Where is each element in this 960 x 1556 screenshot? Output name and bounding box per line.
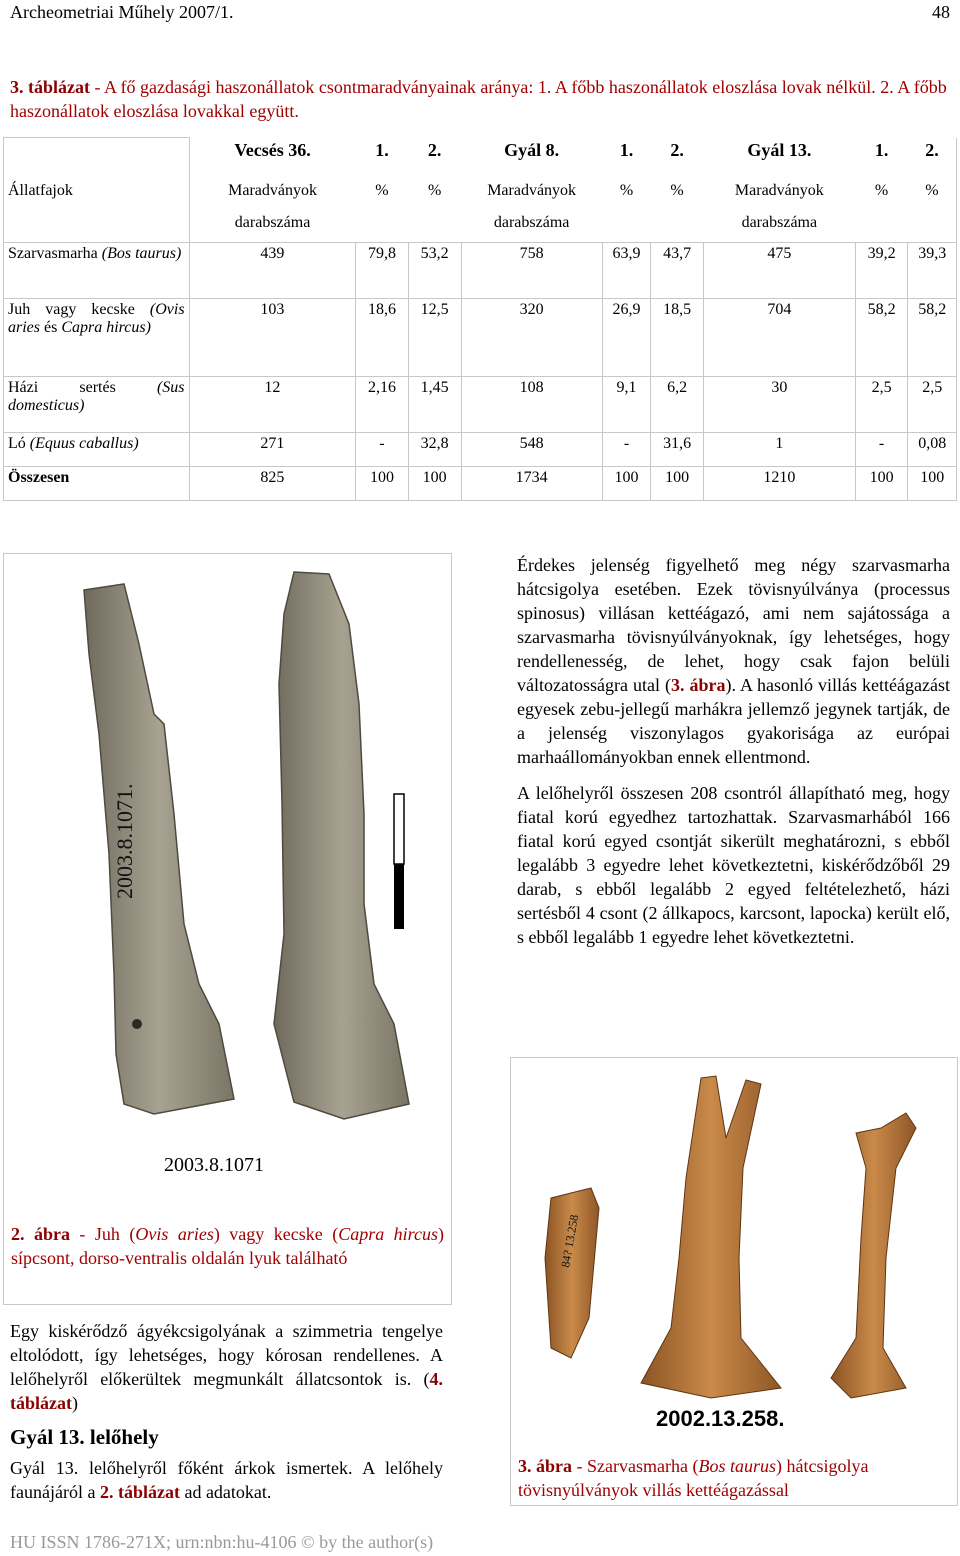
value-cell: 2,16 <box>356 377 409 433</box>
table-caption <box>10 75 950 123</box>
figure-3 <box>510 1057 958 1506</box>
site-name: Vecsés 36. <box>234 139 311 160</box>
value-cell: 6,2 <box>651 377 704 433</box>
value-cell: - <box>855 433 908 467</box>
table-row <box>4 299 957 377</box>
species-cell: Ló (Equus caballus) <box>4 433 190 467</box>
body-text-right <box>517 553 950 949</box>
value-cell: 9,1 <box>602 377 650 433</box>
specimen-label: 2003.8.1071 <box>164 1154 264 1176</box>
value-cell: 704 <box>703 299 855 377</box>
value-cell: 12,5 <box>408 299 461 377</box>
value-cell: 758 <box>461 243 602 299</box>
value-cell: 100 <box>855 467 908 501</box>
value-cell: 18,5 <box>651 299 704 377</box>
col-label: 1. <box>619 139 634 160</box>
value-cell: 0,08 <box>908 433 957 467</box>
value-cell: 79,8 <box>356 243 409 299</box>
value-cell: 39,3 <box>908 243 957 299</box>
table-caption-text: - A fő gazdasági haszonállatok csontmaradványainak aránya: 1. A főbb haszonállatok eloszlása lovak nélkül. 2. A főbb haszonállatok eloszlása lovakkal együtt. <box>10 77 947 121</box>
table-row <box>4 243 957 299</box>
col-label: 2. <box>427 139 442 160</box>
value-cell: 26,9 <box>602 299 650 377</box>
value-cell: 271 <box>189 433 356 467</box>
table-row <box>4 433 957 467</box>
value-cell: 31,6 <box>651 433 704 467</box>
pct-header: % <box>619 182 634 199</box>
col-label: 2. <box>670 139 684 160</box>
count-header: Maradványok <box>734 182 824 199</box>
pct-header: % <box>874 182 889 199</box>
specimen-writing: 2003.8.1071. <box>112 783 137 899</box>
value-cell: 12 <box>189 377 356 433</box>
value-cell: 320 <box>461 299 602 377</box>
pct-header: % <box>427 182 442 199</box>
value-cell: 1 <box>703 433 855 467</box>
value-cell: 475 <box>703 243 855 299</box>
value-cell: - <box>602 433 650 467</box>
pct-header: % <box>670 182 684 199</box>
figure-2-caption: 2. ábra - Juh (Ovis aries) vagy kecske (Capra hircus) sípcsont, dorso-ventralis oldalán lyuk található <box>11 1224 445 1268</box>
table-row <box>4 377 957 433</box>
value-cell: 825 <box>189 467 356 501</box>
site-name: Gyál 8. <box>504 139 560 160</box>
count-header-2: darabszáma <box>189 212 356 243</box>
table-header-sub2 <box>4 212 957 243</box>
pct-header: % <box>375 182 389 199</box>
value-cell: 100 <box>651 467 704 501</box>
col-label: 1. <box>874 139 889 160</box>
value-cell: 1210 <box>703 467 855 501</box>
species-cell: Összesen <box>4 467 190 501</box>
species-cell: Szarvasmarha (Bos taurus) <box>4 243 190 299</box>
value-cell: 1,45 <box>408 377 461 433</box>
paragraph: A lelőhelyről összesen 208 csontról állapítható meg, hogy fiatal korú egyedhez tartozhattak. Szarvasmarhából 166 fiatal korú egyed csontját sikerült meghatározni, s ebből legalább 3 egyedre lehet következtetni, kiskérődzőből 29 darab, s ebből legalább 2 egyed feltételezhető, házi sertésből 4 csont (2 állkapocs, karcsont, lapocka) került elő, s ebből legalább 1 egyedre lehet következtetni. <box>517 783 950 947</box>
value-cell: 32,8 <box>408 433 461 467</box>
corner-label: Állatfajok <box>4 180 190 212</box>
table-row-total <box>4 467 957 501</box>
col-label: 1. <box>375 139 389 160</box>
value-cell: 100 <box>408 467 461 501</box>
value-cell: 100 <box>602 467 650 501</box>
species-cell: Juh vagy kecske (Ovis aries és Capra hircus) <box>4 299 190 377</box>
figure-2 <box>3 553 452 1305</box>
count-header-2: darabszáma <box>461 212 602 243</box>
value-cell: 1734 <box>461 467 602 501</box>
paragraph: Egy kiskérődző ágyékcsigolyának a szimmetria tengelye eltolódott, így lehetséges, hogy kórosan rendellenes. A lelőhelyről előkerültek megmunkált állatcsontok is. (4. táblázat) <box>10 1321 443 1413</box>
site-name: Gyál 13. <box>747 139 812 160</box>
species-cell: Házi sertés (Sus domesticus) <box>4 377 190 433</box>
value-cell: 103 <box>189 299 356 377</box>
footer-issn: HU ISSN 1786-271X; urn:nbn:hu-4106 © by the author(s) <box>10 1532 434 1552</box>
figure-3-caption: 3. ábra - Szarvasmarha (Bos taurus) hátcsigolya tövisnyúlványok villás kettéágazással <box>518 1456 869 1500</box>
value-cell: 43,7 <box>651 243 704 299</box>
value-cell: 30 <box>703 377 855 433</box>
value-cell: 39,2 <box>855 243 908 299</box>
value-cell: 439 <box>189 243 356 299</box>
value-cell: 18,6 <box>356 299 409 377</box>
section-heading: Gyál 13. lelőhely <box>10 1425 159 1449</box>
page-number: 48 <box>932 2 950 22</box>
tibia-bone-photo <box>4 554 451 1154</box>
value-cell: - <box>356 433 409 467</box>
count-header: Maradványok <box>228 182 317 199</box>
value-cell: 2,5 <box>908 377 957 433</box>
count-header: Maradványok <box>487 182 577 199</box>
value-cell: 58,2 <box>855 299 908 377</box>
journal-title: Archeometriai Műhely 2007/1. <box>10 2 234 22</box>
count-header-2: darabszáma <box>703 212 855 243</box>
value-cell: 100 <box>908 467 957 501</box>
fragment-label: 84? 13.258 <box>558 1213 582 1269</box>
pct-header: % <box>908 180 957 212</box>
table-caption-label: 3. táblázat <box>10 77 90 97</box>
col-label: 2. <box>908 138 957 181</box>
value-cell: 548 <box>461 433 602 467</box>
vertebra-spines-photo <box>511 1058 957 1438</box>
value-cell: 58,2 <box>908 299 957 377</box>
value-cell: 108 <box>461 377 602 433</box>
specimen-label: 2002.13.258. <box>656 1406 785 1431</box>
value-cell: 53,2 <box>408 243 461 299</box>
table-header-sub <box>4 180 957 212</box>
value-cell: 63,9 <box>602 243 650 299</box>
paragraph: Gyál 13. lelőhelyről főként árkok ismertek. A lelőhely faunájáról a 2. táblázat ad adatokat. <box>10 1458 443 1502</box>
value-cell: 100 <box>356 467 409 501</box>
paragraph: Érdekes jelenség figyelhető meg négy szarvasmarha hátcsigolya esetében. Ezek tövisnyúlványa (processus spinosus) villásan kettéágazó, ami nem sajátossága a szarvasmarha tövisnyúlványoknak, így lehetséges, hogy rendellenesség, de lehet, hogy csak fajon belüli változatosságra utal (3. ábra). A hasonló villás kettéágazást egyesek zebu-jellegű marhákra jellemző jegynek tartják, de a jelenség viszonylagos gyakorisága az európai marhaállományokban ennek ellentmond. <box>517 555 950 767</box>
value-cell: 2,5 <box>855 377 908 433</box>
body-text-left <box>10 1319 443 1504</box>
data-table <box>3 137 957 501</box>
table-header-sites <box>4 138 957 181</box>
